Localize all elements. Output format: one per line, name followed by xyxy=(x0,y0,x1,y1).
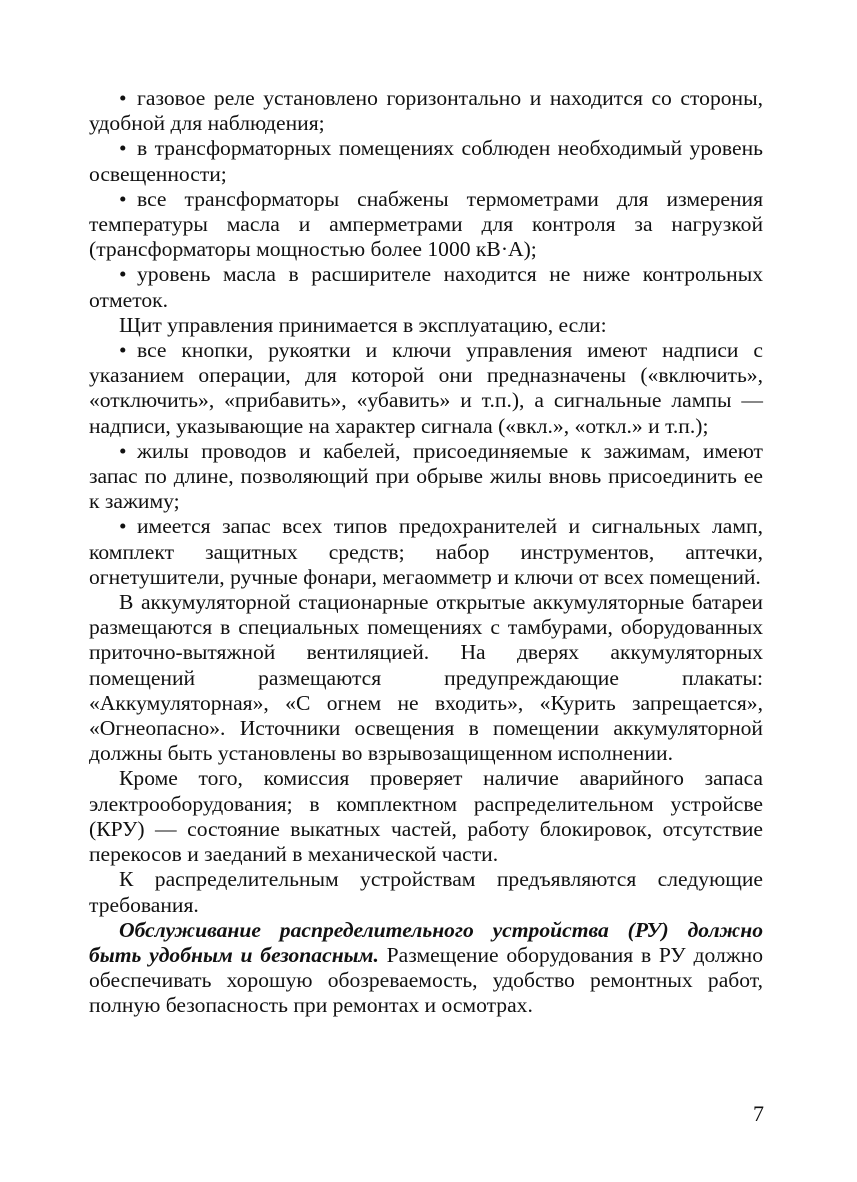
bullet-symbol: • xyxy=(119,186,127,211)
bullet-symbol: • xyxy=(119,262,127,287)
bullet-paragraph xyxy=(89,338,763,439)
bullet-symbol: • xyxy=(119,86,127,110)
paragraph-text: все трансформаторы снабжены термометрами для измерения температуры масла и амперметрами для контроля за нагрузкой (трансформаторы мощностью более 1000 кВ·А); xyxy=(89,186,763,262)
bullet-paragraph xyxy=(89,187,763,263)
bullet-symbol: • xyxy=(119,438,127,463)
bullet-paragraph xyxy=(89,136,763,186)
bullet-symbol: • xyxy=(119,338,127,363)
paragraph-text: Кроме того, комиссия проверяет наличие аварийного запаса электрооборудования; в комплектном распределительном устройсве (КРУ) — состояние выкатных частей, работу блокировок, отсутствие перекосов и заеданий в механической части. xyxy=(89,766,763,867)
plain-paragraph xyxy=(89,766,763,867)
bullet-paragraph xyxy=(89,439,763,515)
paragraph-text: Размещение оборудования в РУ должно обеспечивать хорошую обозреваемость, удобство ремонтных работ, полную безопасность при ремонтах и осмотрах. xyxy=(89,942,763,1018)
body-text xyxy=(89,86,763,1019)
bullet-paragraph xyxy=(89,262,763,312)
paragraph-text: Щит управления принимается в эксплуатацию, если: xyxy=(119,312,607,337)
paragraph-text: жилы проводов и кабелей, присоединяемые к зажимам, имеют запас по длине, позволяющий при обрыве жилы вновь присоединить ее к зажиму; xyxy=(89,438,763,514)
plain-paragraph xyxy=(89,590,763,766)
bullet-symbol: • xyxy=(119,514,127,539)
page-number: 7 xyxy=(753,1101,764,1126)
paragraph-text: в трансформаторных помещениях соблюден необходимый уровень освещенности; xyxy=(89,136,763,186)
bullet-symbol: • xyxy=(119,136,127,161)
bullet-paragraph xyxy=(89,86,763,136)
plain-paragraph xyxy=(89,867,763,917)
final-paragraph xyxy=(89,918,763,1019)
emphasized-statement: Обслуживание распределительного устройства (РУ) должно быть удобным и безопасным. xyxy=(89,917,763,967)
paragraph-text: уровень масла в расширителе находится не ниже контрольных отметок. xyxy=(89,262,763,312)
paragraph-text: все кнопки, рукоятки и ключи управления имеют надписи с указанием операции, для которой они предназначены («включить», «отключить», «прибавить», «убавить» и т.п.), а сигнальные лампы — надписи, указывающие на характер сигнала («вкл.», «откл.» и т.п.); xyxy=(89,338,763,438)
paragraph-text: К распределительным устройствам предъявляются следующие требования. xyxy=(89,867,763,917)
plain-paragraph xyxy=(89,313,763,338)
paragraph-text: В аккумуляторной стационарные открытые аккумуляторные батареи размещаются в специальных помещениях с тамбурами, оборудованных приточно-вытяжной вентиляцией. На дверях аккумуляторных помещений размещаются предупреждающие плакаты: «Аккумуляторная», «С огнем не входить», «Курить запрещается», «Огнеопасно». Источники освещения в помещении аккумуляторной должны быть установлены во взрывозащищенном исполнении. xyxy=(89,590,763,766)
paragraph-text: имеется запас всех типов предохранителей и сигнальных ламп, комплект защитных средств; набор инструментов, аптечки, огнетушители, ручные фонари, мегаомметр и ключи от всех помещений. xyxy=(89,514,763,589)
paragraph-text: газовое реле установлено горизонтально и находится со стороны, удобной для наблюдения; xyxy=(89,86,763,136)
bullet-paragraph xyxy=(89,514,763,590)
